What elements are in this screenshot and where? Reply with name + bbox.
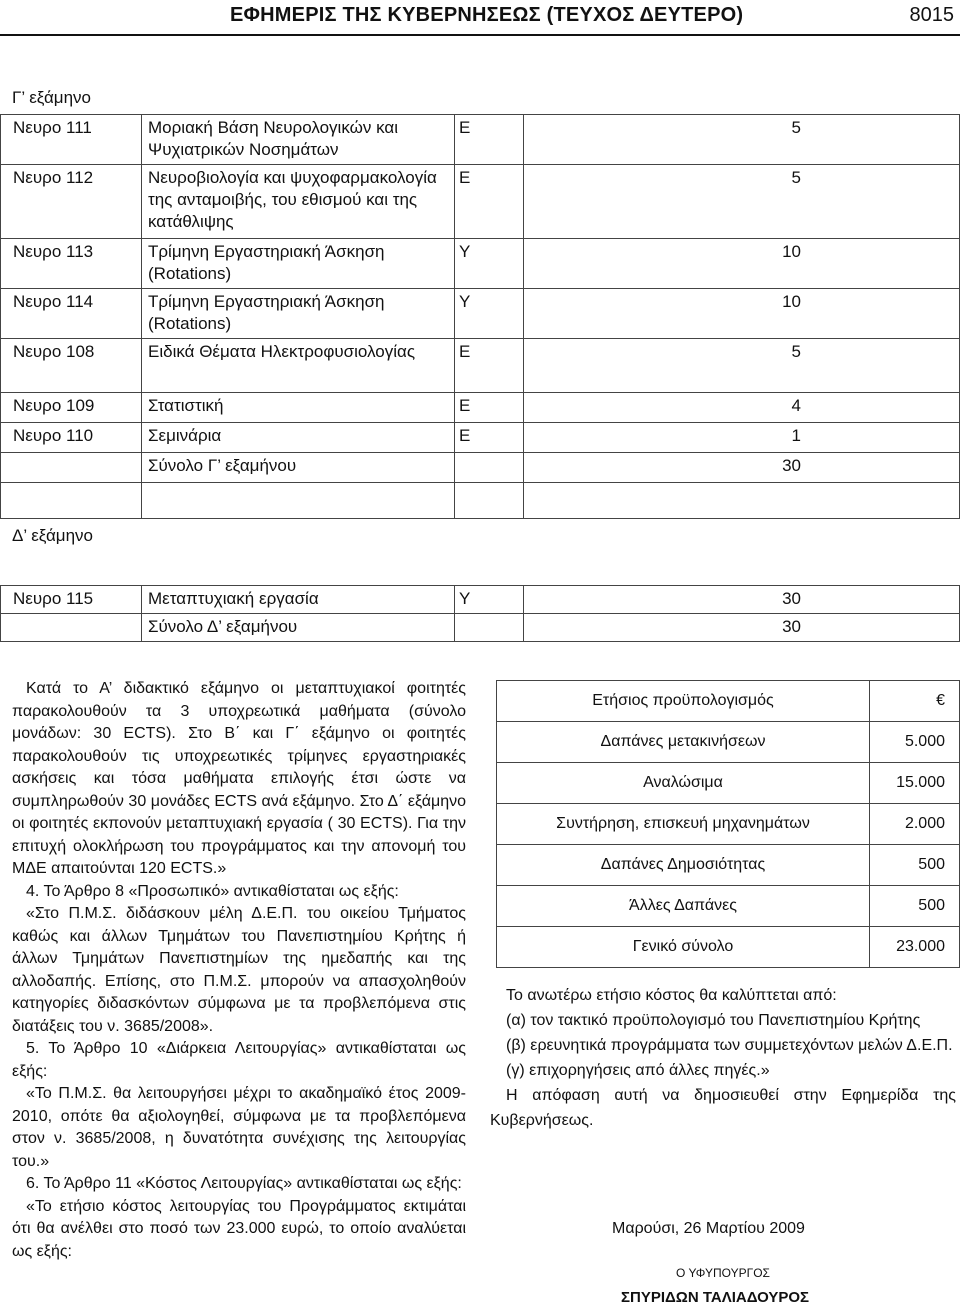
table-row xyxy=(497,927,960,968)
table-row xyxy=(1,115,960,165)
course-code: Νευρο 108 xyxy=(1,339,142,393)
budget-value: 2.000 xyxy=(870,804,960,845)
budget-label: Συντήρηση, επισκευή μηχανημάτων xyxy=(497,804,870,845)
page-header xyxy=(0,0,960,36)
course-name: Τρίμηνη Εργαστηριακή Άσκηση (Rotations) xyxy=(142,239,455,289)
semester-c-table xyxy=(0,114,960,519)
table-row xyxy=(1,239,960,289)
spacer-row xyxy=(1,483,960,519)
course-credits: 30 xyxy=(524,586,960,614)
course-credits: 10 xyxy=(524,239,960,289)
right-column-text xyxy=(490,983,956,1133)
course-type: Υ xyxy=(455,289,524,339)
course-name: Μοριακή Βάση Νευρολογικών και Ψυχιατρικών Νοσημάτων xyxy=(142,115,455,165)
course-credits: 10 xyxy=(524,289,960,339)
course-type xyxy=(455,614,524,642)
paragraph: «Στο Π.Μ.Σ. διδάσκουν μέλη Δ.Ε.Π. του οικείου Τμήματος καθώς και άλλων Τμημάτων του Πανεπιστημίου Κρήτης ή άλλων Τμημάτων Πανεπιστημίων της ημεδαπής και της αλλοδαπής. Επίσης, στο Π.Μ.Σ. μπορούν να απασχοληθούν κατηγορίες διδασκόντων σύμφωνα με τα προβλεπόμενα στις διατάξεις του ν. 3685/2008». xyxy=(12,905,466,1035)
course-code: Νευρο 115 xyxy=(1,586,142,614)
course-type: Ε xyxy=(455,423,524,453)
budget-value: 500 xyxy=(870,886,960,927)
paragraph: (α) τον τακτικό προϋπολογισμό του Πανεπιστημίου Κρήτης xyxy=(506,1012,921,1029)
table-row xyxy=(1,339,960,393)
table-row xyxy=(1,289,960,339)
course-code: Νευρο 113 xyxy=(1,239,142,289)
course-type: Υ xyxy=(455,239,524,289)
course-credits: 5 xyxy=(524,339,960,393)
course-type xyxy=(455,453,524,483)
course-credits: 1 xyxy=(524,423,960,453)
budget-label: Ετήσιος προϋπολογισμός xyxy=(497,681,870,722)
table-row xyxy=(1,453,960,483)
paragraph: 6. Το Άρθρο 11 «Κόστος Λειτουργίας» αντικαθίσταται ως εξής: xyxy=(26,1175,462,1192)
total-credits: 30 xyxy=(524,614,960,642)
table-row xyxy=(1,165,960,239)
course-code: Νευρο 114 xyxy=(1,289,142,339)
paragraph: 4. Το Άρθρο 8 «Προσωπικό» αντικαθίσταται ως εξής: xyxy=(26,882,399,900)
paragraph: «Το Π.Μ.Σ. θα λειτουργήσει μέχρι το ακαδημαϊκό έτος 2009-2010, οπότε θα αξιολογηθεί, σύμφωνα με τα προβλεπόμενα στον ν. 3685/2008, η δυνατότητα συνέχισης της λειτουργίας του.» xyxy=(12,1085,466,1170)
course-name: Στατιστική xyxy=(142,393,455,423)
course-credits: 4 xyxy=(524,393,960,423)
course-type: Ε xyxy=(455,165,524,239)
place-date: Μαρούσι, 26 Μαρτίου 2009 xyxy=(612,1220,805,1237)
budget-label: Δαπάνες μετακινήσεων xyxy=(497,722,870,763)
paragraph: Η απόφαση αυτή να δημοσιευθεί στην Εφημερίδα της Κυβερνήσεως. xyxy=(490,1087,956,1129)
total-label: Σύνολο Γ’ εξαμήνου xyxy=(142,453,455,483)
budget-value: € xyxy=(870,681,960,722)
table-row xyxy=(497,763,960,804)
course-credits: 5 xyxy=(524,165,960,239)
table-row xyxy=(497,722,960,763)
paragraph: Κατά το Α’ διδακτικό εξάμηνο οι μεταπτυχιακοί φοιτητές παρακολουθούν τα 3 υποχρεωτικά μαθήματα (σύνολο μονάδων: 30 ECTS). Στο Β΄ και Γ΄ εξάμηνο οι φοιτητές παρακολουθούν τις υποχρεωτικές τρίμηνες εργαστηριακές ασκήσεις και τόσα μαθήματα επιλογής έτσι ώστε να συμπληρωθούν 30 μονάδες ECTS ανά εξάμηνο. Στο Δ΄ εξάμηνο οι φοιτητές εκπονούν μεταπτυχιακή εργασία ( 30 ECTS). Για την επιτυχή ολοκλήρωση του προγράμματος και την απονομή του ΜΔΕ απαιτούνται 120 ECTS.» xyxy=(12,680,466,877)
course-name: Σεμινάρια xyxy=(142,423,455,453)
course-code xyxy=(1,614,142,642)
course-name: Τρίμηνη Εργαστηριακή Άσκηση (Rotations) xyxy=(142,289,455,339)
paragraph: «Το ετήσιο κόστος λειτουργίας του Προγράμματος εκτιμάται ότι θα ανέλθει στο ποσό των 23.000 ευρώ, το οποίο αναλύεται ως εξής: xyxy=(12,1197,466,1260)
paragraph: (β) ερευνητικά προγράμματα των συμμετεχόντων μελών Δ.Ε.Π. xyxy=(506,1037,953,1054)
table-row xyxy=(497,804,960,845)
table-row xyxy=(497,681,960,722)
course-name: Ειδικά Θέματα Ηλεκτροφυσιολογίας xyxy=(142,339,455,393)
table-row xyxy=(1,393,960,423)
budget-table xyxy=(496,680,960,968)
table-row xyxy=(497,845,960,886)
budget-label: Δαπάνες Δημοσιότητας xyxy=(497,845,870,886)
course-name: Νευροβιολογία και ψυχοφαρμακολογία της ανταμοιβής, του εθισμού και της κατάθλιψης xyxy=(142,165,455,239)
semester-c-label: Γ’ εξάμηνο xyxy=(12,88,91,107)
gazette-title: ΕΦΗΜΕΡΙΣ ΤΗΣ ΚΥΒΕΡΝΗΣΕΩΣ (ΤΕΥΧΟΣ ΔΕΥΤΕΡΟ) xyxy=(230,4,744,26)
course-code: Νευρο 110 xyxy=(1,423,142,453)
semester-d-table xyxy=(0,585,960,642)
paragraph: 5. Το Άρθρο 10 «Διάρκεια Λειτουργίας» αντικαθίσταται ως εξής: xyxy=(12,1040,466,1080)
total-credits: 30 xyxy=(524,453,960,483)
budget-label: Άλλες Δαπάνες xyxy=(497,886,870,927)
paragraph: Το ανωτέρω ετήσιο κόστος θα καλύπτεται από: xyxy=(506,987,837,1004)
total-label: Σύνολο Δ’ εξαμήνου xyxy=(142,614,455,642)
table-row xyxy=(1,423,960,453)
left-column-text xyxy=(12,678,466,1263)
budget-label: Αναλώσιμα xyxy=(497,763,870,804)
course-name: Μεταπτυχιακή εργασία xyxy=(142,586,455,614)
course-type: Ε xyxy=(455,393,524,423)
table-row xyxy=(1,586,960,614)
paragraph: (γ) επιχορηγήσεις από άλλες πηγές.» xyxy=(506,1062,770,1079)
budget-value: 5.000 xyxy=(870,722,960,763)
course-credits: 5 xyxy=(524,115,960,165)
budget-value: 500 xyxy=(870,845,960,886)
semester-d-label: Δ’ εξάμηνο xyxy=(12,526,93,545)
page-number: 8015 xyxy=(909,4,954,26)
course-code: Νευρο 112 xyxy=(1,165,142,239)
budget-total-label: Γενικό σύνολο xyxy=(497,927,870,968)
signatory-name: ΣΠΥΡΙΔΩΝ ΤΑΛΙΑΔΟΥΡΟΣ xyxy=(621,1289,810,1306)
course-code: Νευρο 111 xyxy=(1,115,142,165)
course-type: Υ xyxy=(455,586,524,614)
course-code xyxy=(1,453,142,483)
budget-total-value: 23.000 xyxy=(870,927,960,968)
course-type: Ε xyxy=(455,339,524,393)
table-row xyxy=(1,614,960,642)
signatory-role: Ο ΥΦΥΠΟΥΡΓΟΣ xyxy=(676,1266,770,1280)
course-code: Νευρο 109 xyxy=(1,393,142,423)
table-row xyxy=(497,886,960,927)
course-type: Ε xyxy=(455,115,524,165)
budget-value: 15.000 xyxy=(870,763,960,804)
